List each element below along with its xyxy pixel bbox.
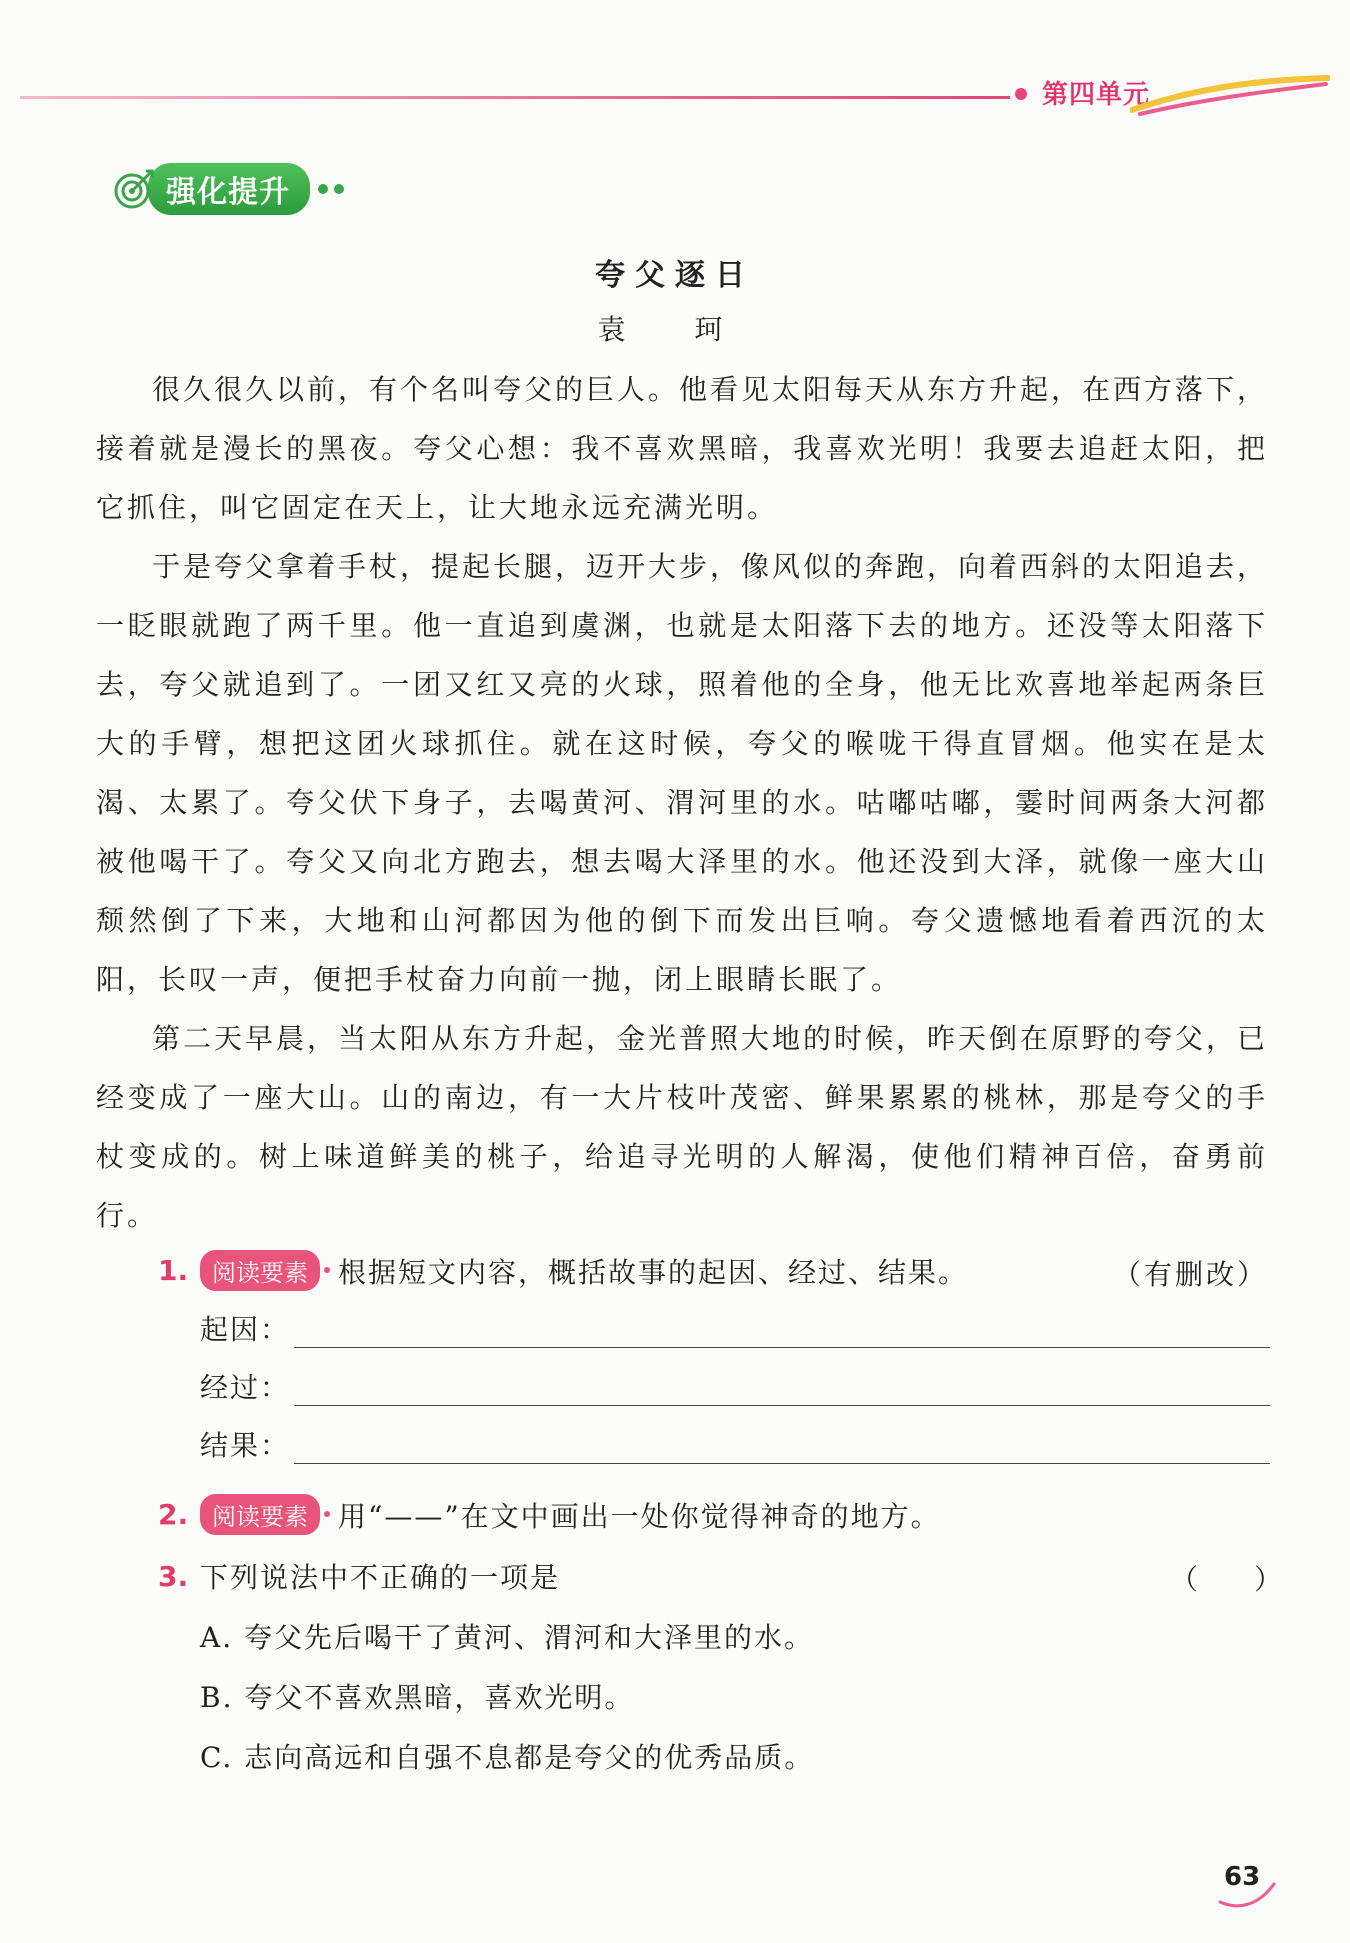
badge-dots-icon xyxy=(318,184,344,194)
passage-body xyxy=(96,360,1268,1304)
question-text: 用“——”在文中画出一处你觉得神奇的地方。 xyxy=(338,1499,941,1533)
page-number: 63 xyxy=(1224,1862,1261,1892)
header-swoosh-icon xyxy=(1130,70,1330,120)
option-a[interactable]: A. 夸父先后喝干了黄河、渭河和大泽里的水。 xyxy=(200,1621,815,1654)
passage-note: （有删改） xyxy=(1112,1258,1268,1291)
question-1 xyxy=(158,1250,968,1291)
passage-paragraph: 于是夸父拿着手杖，提起长腿，迈开大步，像风似的奔跑，向着西斜的太阳追去，一眨眼就跑了两千里。他一直追到虞渊，也就是太阳落下去的地方。还没等太阳落下去，夸父就追到了。一团又红又亮的火球，照着他的全身，他无比欢喜地举起两条巨大的手臂，想把这团火球抓住。就在这时候，夸父的喉咙干得直冒烟。他实在是太渴、太累了。夸父伏下身子，去喝黄河、渭河里的水。咕嘟咕嘟，霎时间两条大河都被他喝干了。夸父又向北方跑去，想去喝大泽里的水。他还没到大泽，就像一座大山颓然倒了下来，大地和山河都因为他的倒下而发出巨响。夸父遗憾地看着西沉的太阳，长叹一声，便把手杖奋力向前一抛，闭上眼睛长眠了。 xyxy=(96,550,1269,996)
question-number: 3. xyxy=(158,1559,189,1593)
question-number: 1. xyxy=(158,1254,189,1287)
question-text: 下列说法中不正确的一项是 xyxy=(200,1561,561,1594)
answer-row-process xyxy=(200,1366,1270,1406)
answer-label: 起因： xyxy=(200,1313,291,1346)
reading-tag: 阅读要素 xyxy=(200,1250,320,1291)
answer-row-result xyxy=(200,1424,1270,1464)
target-icon xyxy=(112,167,156,211)
answer-line[interactable] xyxy=(294,1375,1270,1406)
page-number-swoosh-icon xyxy=(1218,1880,1278,1910)
section-badge-label: 强化提升 xyxy=(148,163,310,215)
answer-parentheses[interactable]: （ ） xyxy=(1170,1563,1283,1596)
reading-tag: 阅读要素 xyxy=(200,1494,320,1535)
answer-label: 经过： xyxy=(200,1371,291,1404)
unit-label: 第四单元 xyxy=(1042,80,1151,110)
header-rule xyxy=(20,96,1010,99)
answer-row-cause xyxy=(200,1308,1270,1348)
header-dot-icon xyxy=(1015,88,1027,100)
section-badge xyxy=(112,166,344,212)
answer-label: 结果： xyxy=(200,1429,291,1462)
question-text: 根据短文内容，概括故事的起因、经过、结果。 xyxy=(338,1255,969,1289)
answer-line[interactable] xyxy=(294,1433,1270,1464)
passage-paragraph: 很久很久以前，有个名叫夸父的巨人。他看见太阳每天从东方升起，在西方落下，接着就是漫长的黑夜。夸父心想：我不喜欢黑暗，我喜欢光明！我要去追赶太阳，把它抓住，叫它固定在天上，让大地永远充满光明。 xyxy=(96,373,1269,524)
passage-title: 夸父逐日 xyxy=(595,258,755,293)
passage-paragraph: 第二天早晨，当太阳从东方升起，金光普照大地的时候，昨天倒在原野的夸父，已经变成了一座大山。山的南边，有一大片枝叶茂密、鲜果累累的桃林，那是夸父的手杖变成的。树上味道鲜美的桃子，给追寻光明的人解渴，使他们精神百倍，奋勇前行。 xyxy=(96,1022,1269,1232)
question-2 xyxy=(158,1494,941,1535)
option-c[interactable]: C. 志向高远和自强不息都是夸父的优秀品质。 xyxy=(200,1741,815,1774)
option-b[interactable]: B. 夸父不喜欢黑暗，喜欢光明。 xyxy=(200,1681,635,1714)
question-number: 2. xyxy=(158,1498,189,1531)
answer-line[interactable] xyxy=(294,1317,1270,1348)
passage-author: 袁 珂 xyxy=(597,313,753,346)
question-3 xyxy=(158,1556,560,1596)
